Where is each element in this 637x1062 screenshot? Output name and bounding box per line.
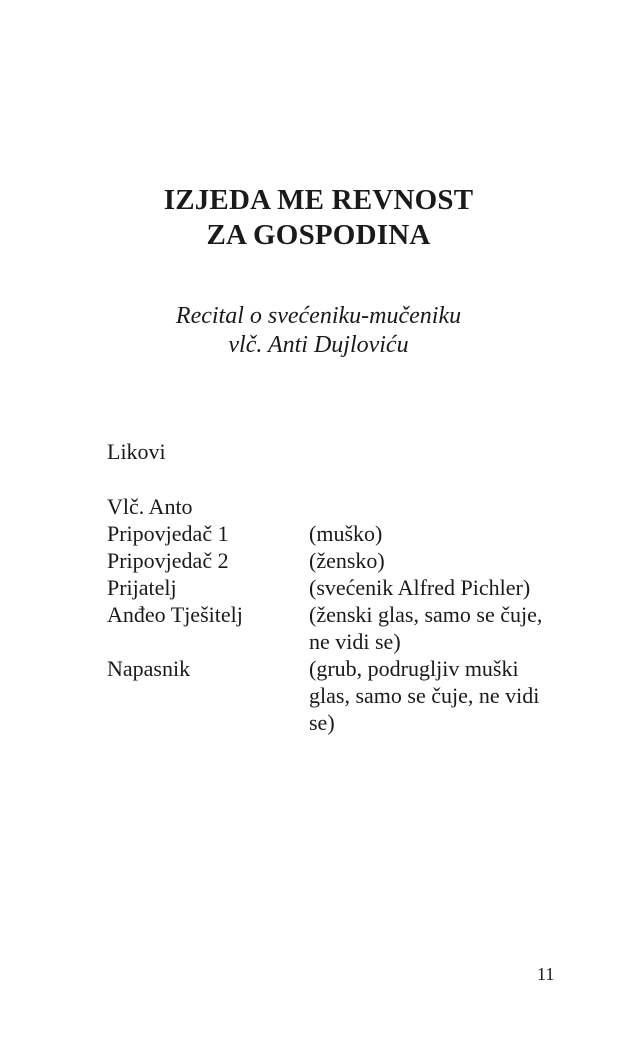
cast-name: Napasnik (107, 656, 191, 681)
cast-name: Vlč. Anto (107, 494, 193, 519)
cast-heading: Likovi (107, 439, 166, 464)
title-line-1: IZJEDA ME REVNOST (163, 184, 474, 216)
cast-description: (grub, podrugljiv muški glas, samo se čuje, ne vidi se) (309, 656, 540, 735)
cast-row (107, 520, 577, 547)
cast-description: (ženski glas, samo se čuje, ne vidi se) (309, 602, 543, 654)
cast-name: Pripovjedač 1 (107, 521, 229, 546)
cast-name: Prijatelj (107, 575, 177, 600)
cast-description: (svećenik Alfred Pichler) (309, 575, 531, 600)
page-subtitle (0, 302, 637, 360)
cast-description: (muško) (309, 521, 383, 546)
subtitle-line-1: Recital o svećeniku-mučeniku (175, 303, 462, 329)
cast-name: Anđeo Tješitelj (107, 602, 243, 627)
cast-row (107, 601, 577, 655)
cast-row (107, 547, 577, 574)
cast-row (107, 655, 577, 736)
subtitle-line-2: vlč. Anti Dujloviću (228, 332, 409, 358)
cast-list (107, 493, 577, 736)
cast-description: (žensko) (309, 548, 385, 573)
page-title (0, 183, 637, 253)
title-line-2: ZA GOSPODINA (206, 219, 431, 251)
cast-row (107, 493, 577, 520)
cast-description (309, 493, 564, 520)
cast-name: Pripovjedač 2 (107, 548, 229, 573)
page-number: 11 (537, 964, 555, 984)
cast-row (107, 574, 577, 601)
